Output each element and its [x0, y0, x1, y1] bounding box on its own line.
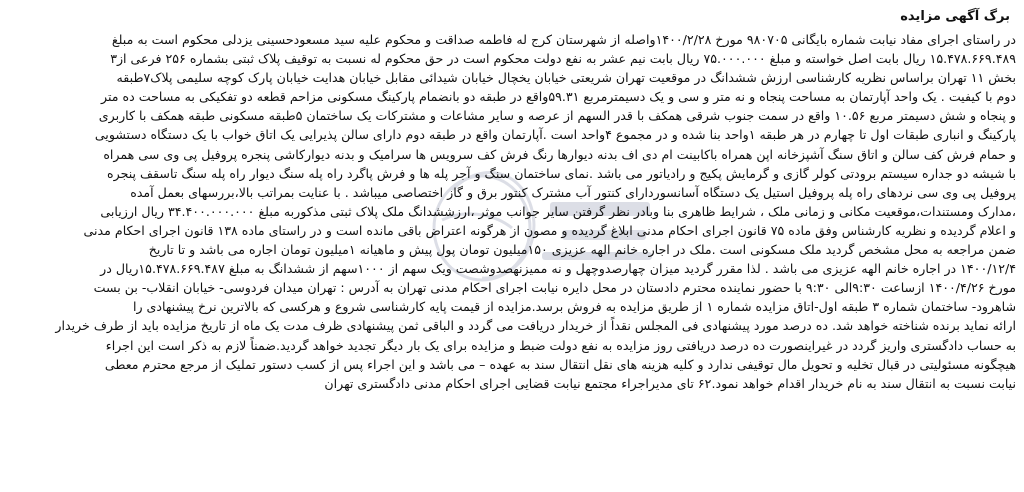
notice-line: ضمن مراجعه به محل مشخص گردید ملک مسکونی است .ملک در اجاره خانم الهه عزیزی ۱۵۰میلیون تومان پول پیش و ماهیانه ۱میلیون تومان اجاره می باشد و تا تاریخ: [148, 242, 1016, 258]
notice-line: پروفیل پی وی سی نردهای راه پله پروفیل استیل یک دستگاه آسانسوردارای کنتور آب مشترک کنتور برق و گاز اختصاصی میباشد . با عنایت بمراتب بالا،بررسهای بعمل آمده: [130, 184, 1016, 200]
notice-line: و حمام فرش کف سالن و اتاق سنگ آشپزخانه اپن همراه باکابینت ام دی اف بدنه دیوارها رنگ فرش کف سرویس ها سرامیک و بدنه دیوارکاشی پنجره پروفیل پی وی سی همراه: [103, 146, 1016, 162]
notice-line: نیابت نسبت به انتقال سند به نام خریدار اقدام خواهد نمود.۶۲ تای مدیراجراء مجتمع نیابت قضایی اجرای احکام مدنی دادگستری تهران: [324, 375, 1016, 391]
notice-line: ارائه نماید برنده شناخته خواهد شد. ده درصد مورد پیشنهادی فی المجلس نقداً از خریدار دریافت می گردد و الباقی ثمن پیشنهادی ظرف مدت یک ماه از تاریخ مزایده باید از طرف خریدار: [55, 318, 1016, 334]
notice-line: شاهرود- ساختمان شماره ۳ طبقه اول-اتاق مزایده شماره ۱ از طریق مزایده به فروش برسد.مزایده از قیمت پایه کارشناسی شروع و هرکسی که بالاترین نرخ پیشنهادی را: [132, 299, 1016, 315]
notice-line: ۱۵.۴۷۸.۶۶۹.۴۸۹ ریال بابت اصل خواسته و مبلغ ۷۵.۰۰۰.۰۰۰ ریال بابت نیم عشر به نفع دولت محکوم است در حق محکوم له نسبت به توقیف پلاک ثبتی بشماره ۲۵۶ فرعی از۳: [110, 51, 1016, 67]
notice-line: و اعلام گردیده و نظریه کارشناس وفق ماده ۷۵ قانون اجرای احکام مدنی ابلاغ گردیده و مصون از هرگونه اعتراض باقی مانده است و در راستای ماده ۱۳۸ قانون اجرای احکام مدنی: [83, 222, 1016, 238]
notice-line: ،مدارک ومستندات،موقعیت مکانی و زمانی ملک ، شرایط ظاهری بنا وبادر نظر گرفتن سایر جوانب موثر ،ارزششدانگ ملک پلاک ثبتی مذکوربه مبلغ ۳۴.۴۰۰.۰۰۰.۰۰۰ ریال ارزیابی: [100, 203, 1016, 219]
notice-line: مورخ ۱۴۰۰/۴/۲۶ ازساعت ۹:۳۰الی ۹:۳۰ با حضور نماینده محترم دادستان در محل دایره نیابت اجرای احکام مدنی تهران به آدرس : تهران میدان فردوسی- خیابان انقلاب- بن بست: [93, 280, 1016, 296]
notice-line: دوم با کیفیت . یک واحد آپارتمان به مساحت پنجاه و نه متر و سی و یک دسیمترمربع ۵۹.۳۱واقع در طبقه دو بانضمام پارکینگ مسکونی مزاحم قطعه دو تفکیکی به مساحت ده متر: [101, 89, 1016, 105]
auction-notice: [8, 4, 1016, 393]
notice-line: در راستای اجرای مفاد نیابت شماره بایگانی ۹۸۰۷۰۵ مورخ ۱۴۰۰/۲/۲۸واصله از شهرستان کرج له فاطمه صداقت و محکوم علیه سید مسعودحسینی یزدلی محکوم است به مبلغ: [111, 32, 1016, 47]
notice-line: و پنجاه و شش دسیمتر مربع ۱۰.۵۶ واقع در سمت جنوب شرقی همکف با قدر السهم از عرصه و سایر مشاعات و مشترکات یک ساختمان ۵طبقه مسکونی طبقه همکف با کاربری: [98, 108, 1016, 124]
notice-line: به حساب دادگستری واریز گردد در غیراینصورت ده درصد دریافتی روز مزایده به نفع دولت ضبط و مزایده برای یک بار دیگر تجدید خواهد گردید.ضمناً لازم به ذکر است این اجراء: [105, 337, 1016, 353]
notice-line: هیچگونه مسئولیتی در قبال تخلیه و تحویل مال توقیفی ندارد و کلیه هزینه های نقل انتقال سند به عهده – می باشد و این اجراء پس از کسب دستور تملیک از مرجع محترم معطی: [104, 356, 1016, 372]
notice-line: بخش ۱۱ تهران براساس نظریه کارشناسی ارزش ششدانگ در موقعیت تهران شریعتی خیابان یخچال خیابان شیدائی مقابل خیابان هدایت خیابان پارک کوچه سلیمی پلاک۷طبقه: [116, 70, 1016, 86]
notice-title: برگ آگهی مزایده: [900, 9, 1010, 24]
notice-line: ۱۴۰۰/۱۲/۴ در اجاره خانم الهه عزیزی می باشد . لذا مقرر گردید میزان چهارصدوچهل و نه ممیزنهصدوشصت ویک سهم از ۱۰۰۰سهم از ششدانگ به مبلغ ۱۵.۴۷۸.۶۶۹.۴۸۷ریال در: [100, 261, 1016, 277]
notice-line: با شیشه دو جداره سیستم برودتی کولر گازی و گرمایش پکیج و رادیاتور می باشد .نمای ساختمان سنگ و آجر پله ها و فرش پاگرد راه پله سنگ دیوار راه پله سنگ تاسقف پنجره: [107, 165, 1016, 181]
notice-line: پارکینگ و انباری طبقات اول تا چهارم در هر طبقه ۱واحد بنا شده و در مجموع ۴واحد است .آپارتمان واقع در طبقه دوم دارای سالن پذیرایی یک اتاق خواب با یک دستگاه دستشویی: [94, 127, 1016, 143]
